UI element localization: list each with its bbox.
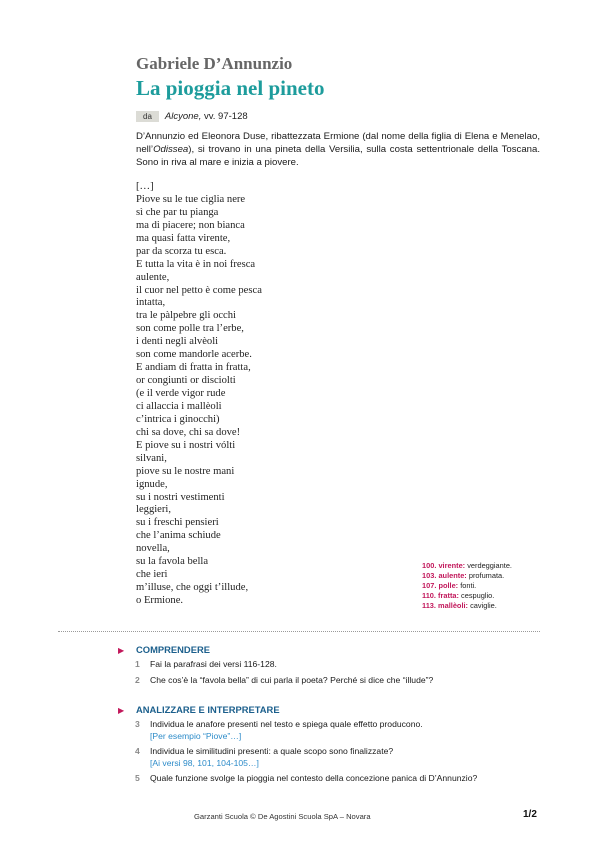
section-heading-analizzare bbox=[118, 704, 538, 715]
verse-text: c’intrica i ginocchi) bbox=[136, 413, 220, 425]
verse-line bbox=[0, 375, 420, 388]
verse-line bbox=[0, 272, 420, 285]
verse-line bbox=[0, 517, 420, 530]
question-hint: [Ai versi 98, 101, 104-105…] bbox=[150, 757, 259, 768]
intro-text-2: ), si trovano in una pineta della Versilia, sulla costa settentrionale della Toscana. Sono in riva al mare e inizia a piovere. bbox=[136, 144, 540, 169]
verse-text: E piove su i nostri vólti bbox=[136, 439, 236, 451]
verse-line bbox=[0, 595, 420, 608]
verse-line bbox=[0, 220, 420, 233]
verse-line bbox=[0, 556, 420, 569]
verse-text: (e il verde vigor rude bbox=[136, 388, 226, 399]
verse-text: tra le pàlpebre gli occhi bbox=[136, 310, 237, 322]
glossary-item bbox=[422, 561, 572, 571]
question-hint: [Per esempio “Piove”…] bbox=[150, 730, 242, 741]
glossary-term: 103. aulente: bbox=[422, 571, 467, 580]
verse-line bbox=[0, 181, 420, 194]
verse-line bbox=[0, 336, 420, 349]
question-list bbox=[118, 659, 538, 686]
verse-line bbox=[0, 297, 420, 310]
verse-text: che l’anima schiude bbox=[136, 530, 221, 542]
author-name: Gabriele D’Annunzio bbox=[136, 54, 293, 73]
source-reference bbox=[165, 111, 248, 122]
section-divider bbox=[58, 631, 540, 632]
verse-line bbox=[0, 285, 420, 298]
verse-text: leggieri, bbox=[136, 504, 172, 516]
verse-line bbox=[0, 310, 420, 323]
glossary-term: 107. polle: bbox=[422, 581, 459, 590]
verse-text: su i freschi pensieri bbox=[136, 517, 219, 529]
verse-line bbox=[0, 582, 420, 595]
glossary-item bbox=[422, 601, 572, 611]
verse-text: ma di piacere; non bianca bbox=[136, 219, 245, 231]
glossary-definition: caviglie. bbox=[468, 601, 497, 610]
question-text: Che cos’è la “favola bella” di cui parla il poeta? Perché si dice che “illude”? bbox=[150, 674, 434, 685]
glossary-definition: verdeggiante. bbox=[465, 561, 512, 570]
verse-text: o Ermione. bbox=[136, 595, 184, 606]
page-number: 1/2 bbox=[523, 809, 537, 820]
verse-line bbox=[0, 362, 420, 375]
publisher-footer: Garzanti Scuola © De Agostini Scuola SpA – Novara bbox=[194, 812, 371, 821]
triangle-right-icon: ▶ bbox=[118, 706, 125, 715]
verse-line bbox=[0, 504, 420, 517]
verse-text: i denti negli alvèoli bbox=[136, 336, 219, 348]
section-title: ANALIZZARE E INTERPRETARE bbox=[136, 704, 280, 715]
source-verses: vv. 97-128 bbox=[201, 110, 248, 122]
verse-text: par da scorza tu esca. bbox=[136, 245, 227, 257]
section-comprendere bbox=[118, 644, 538, 686]
verse-line bbox=[0, 349, 420, 362]
verse-text: sì che par tu pianga bbox=[136, 206, 219, 218]
verse-text: son come polle tra l’erbe, bbox=[136, 323, 244, 335]
section-heading-comprendere bbox=[118, 644, 538, 655]
verse-line bbox=[0, 453, 420, 466]
verse-line bbox=[0, 246, 420, 259]
verse-text: Piove su le tue ciglia nere bbox=[136, 193, 246, 205]
verse-text: ignude, bbox=[136, 478, 168, 490]
verse-text: ma quasi fatta virente, bbox=[136, 232, 231, 244]
verse-text: che ieri bbox=[136, 569, 168, 581]
verse-text: silvani, bbox=[136, 452, 167, 464]
intro-paragraph bbox=[136, 130, 540, 170]
verse-line bbox=[0, 388, 420, 401]
glossary-item bbox=[422, 591, 572, 601]
verse-text: su la favola bella bbox=[136, 556, 209, 568]
question-number: 1 bbox=[135, 659, 140, 669]
verse-line bbox=[0, 323, 420, 336]
glossary-term: 110. fratta: bbox=[422, 591, 459, 600]
verse-text: aulente, bbox=[136, 271, 170, 283]
intro-text-1: D’Annunzio ed Eleonora Duse, ribattezzata Ermione (dal nome della figlia di Elena e Menelao, nell’ bbox=[136, 131, 540, 156]
intro-work-title: Odissea bbox=[153, 144, 189, 156]
poem-title: La pioggia nel pineto bbox=[136, 76, 325, 100]
glossary-definition: profumata. bbox=[466, 571, 505, 580]
question-item bbox=[118, 746, 538, 769]
verse-text: m’illuse, che oggi t’illude, bbox=[136, 582, 249, 594]
question-item bbox=[118, 773, 538, 785]
verse-text: novella, bbox=[136, 543, 170, 555]
verse-line bbox=[0, 543, 420, 556]
verse-text: E andiam di fratta in fratta, bbox=[136, 362, 251, 374]
verse-line bbox=[0, 233, 420, 246]
verse-line bbox=[0, 401, 420, 414]
poem-text bbox=[0, 181, 420, 608]
verse-line bbox=[0, 479, 420, 492]
question-item bbox=[118, 719, 538, 742]
section-title: COMPRENDERE bbox=[136, 644, 210, 655]
verse-line bbox=[0, 414, 420, 427]
verse-text: chi sa dove, chi sa dove! bbox=[136, 426, 241, 438]
glossary-item bbox=[422, 581, 572, 591]
source-work: Alcyone, bbox=[164, 110, 202, 122]
question-text: Quale funzione svolge la pioggia nel contesto della concezione panica di D’Annunzio? bbox=[150, 773, 478, 783]
verse-line bbox=[0, 259, 420, 272]
question-text: Individua le similitudini presenti: a quale scopo sono finalizzate? bbox=[150, 746, 394, 756]
question-list bbox=[118, 719, 538, 785]
triangle-right-icon: ▶ bbox=[118, 646, 125, 655]
verse-line bbox=[0, 569, 420, 582]
verse-line bbox=[0, 466, 420, 479]
verse-line bbox=[0, 427, 420, 440]
question-text: Fai la parafrasi dei versi 116-128. bbox=[150, 659, 277, 669]
verse-text: su i nostri vestimenti bbox=[136, 491, 225, 503]
question-item bbox=[118, 659, 538, 671]
question-number: 3 bbox=[135, 719, 140, 729]
verse-line bbox=[0, 492, 420, 505]
glossary-notes bbox=[422, 561, 572, 611]
section-analizzare bbox=[118, 704, 538, 785]
verse-text: intatta, bbox=[136, 297, 166, 309]
question-text: Individua le anafore presenti nel testo e spiega quale effetto producono. bbox=[150, 719, 423, 729]
verse-text: son come mandorle acerbe. bbox=[136, 349, 252, 361]
verse-text: E tutta la vita è in noi fresca bbox=[136, 258, 256, 270]
glossary-term: 100. virente: bbox=[422, 561, 466, 570]
question-number: 4 bbox=[135, 746, 140, 756]
question-item bbox=[118, 675, 538, 687]
verse-line bbox=[0, 194, 420, 207]
glossary-item bbox=[422, 571, 572, 581]
verse-text: ci allaccia i mallèoli bbox=[136, 400, 222, 412]
verse-text: or congiunti or disciolti bbox=[136, 375, 236, 387]
question-number: 5 bbox=[135, 773, 140, 783]
source-badge: da bbox=[136, 111, 159, 122]
verse-line bbox=[0, 440, 420, 453]
verse-text: il cuor nel petto è come pesca bbox=[136, 284, 262, 296]
verse-text: piove su le nostre mani bbox=[136, 465, 235, 477]
verse-text: […] bbox=[136, 181, 154, 192]
glossary-definition: cespuglio. bbox=[458, 591, 495, 600]
verse-line bbox=[0, 530, 420, 543]
question-number: 2 bbox=[135, 674, 140, 685]
glossary-definition: fonti. bbox=[458, 581, 477, 590]
glossary-term: 113. mallèoli: bbox=[422, 601, 469, 610]
verse-line bbox=[0, 207, 420, 220]
source-line bbox=[136, 107, 248, 120]
